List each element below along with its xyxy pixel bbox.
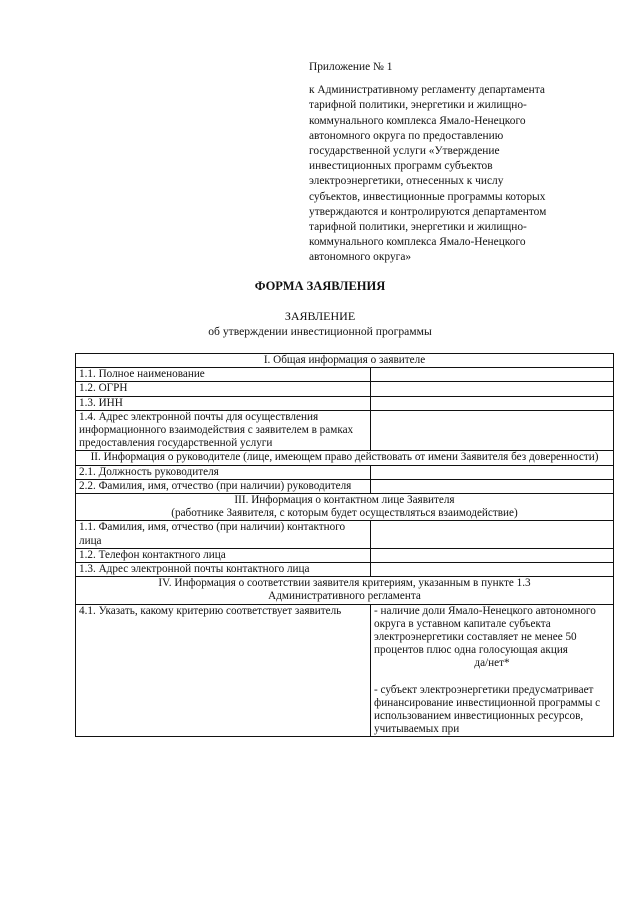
section-title [76,577,614,604]
inn-field[interactable] [371,396,614,410]
table-row [76,521,614,548]
field-label: 2.1. Должность руководителя [76,465,371,479]
document-heading: ЗАЯВЛЕНИЕ [284,309,356,323]
section-header-row [76,577,614,604]
appendix-line: коммунального комплекса Ямало-Ненецкого [309,114,526,127]
yes-no-answer[interactable]: да/нет* [474,657,510,670]
contact-phone-field[interactable] [371,548,614,562]
field-label: 2.2. Фамилия, имя, отчество (при наличии) руководителя [76,479,371,493]
field-label: 1.3. Адрес электронной почты контактного лица [76,563,371,577]
appendix-line: автономного округа» [309,251,412,264]
criteria-cell [371,604,614,737]
section-title-line: Административного регламента [268,590,421,603]
table-row [76,604,614,737]
field-label: 1.4. Адрес электронной почты для осуществления информационного взаимодействия с заявителем в рамках предоставления государственной услуги [76,410,371,451]
table-row [76,368,614,382]
section-title-line: IV. Информация о соответствии заявителя критериям, указанным в пункте 1.3 [158,577,531,590]
appendix-line: тарифной политики, энергетики и жилищно- [309,221,527,234]
full-name-field[interactable] [371,368,614,382]
section-title: I. Общая информация о заявителе [76,354,614,368]
head-position-field[interactable] [371,465,614,479]
email-field[interactable] [371,410,614,451]
appendix-line: государственной услуги «Утверждение [309,145,500,158]
table-row [76,382,614,396]
section-header-row [76,494,614,521]
field-label: 1.1. Полное наименование [76,368,371,382]
criterion-text: - наличие доли Ямало-Ненецкого автономного округа в уставном капитале субъекта электроэнергетики составляет не менее 50 процентов плюс одна голосующая акция [374,604,596,657]
section-title [76,494,614,521]
table-row [76,396,614,410]
appendix-line: утверждаются и контролируются департаментом [309,205,547,218]
section-title-line: III. Информация о контактном лице Заявителя [234,494,455,507]
table-row [76,563,614,577]
ogrn-field[interactable] [371,382,614,396]
table-row [76,410,614,451]
application-form-table [75,353,614,737]
appendix-line: субъектов, инвестиционные программы которых [309,190,546,203]
form-title: ФОРМА ЗАЯВЛЕНИЯ [254,279,386,293]
appendix-block [309,60,609,266]
table-row [76,479,614,493]
contact-email-field[interactable] [371,563,614,577]
appendix-title: Приложение № 1 [309,61,393,73]
appendix-line: автономного округа по предоставлению [309,129,504,142]
section-header-row [76,451,614,465]
field-label: 4.1. Указать, какому критерию соответствует заявитель [76,604,371,737]
contact-name-field[interactable] [371,521,614,548]
table-row [76,465,614,479]
appendix-line: инвестиционных программ субъектов [309,160,493,173]
document-subheading: об утверждении инвестиционной программы [208,325,432,338]
field-label: 1.2. ОГРН [76,382,371,396]
section-title: II. Информация о руководителе (лице, имеющем право действовать от имени Заявителя без доверенности) [76,451,614,465]
field-label: 1.2. Телефон контактного лица [76,548,371,562]
criterion-text: - субъект электроэнергетики предусматривает финансирование инвестиционной программы с использованием инвестиционных ресурсов, учитываемых при [374,683,601,736]
section-title-line: (работнике Заявителя, с которым будет осуществляться взаимодействие) [171,507,518,520]
appendix-line: коммунального комплекса Ямало-Ненецкого [309,236,526,249]
appendix-line: электроэнергетики, отнесенных к числу [309,175,504,188]
appendix-line: тарифной политики, энергетики и жилищно- [309,99,527,112]
field-label: 1.3. ИНН [76,396,371,410]
section-header-row [76,354,614,368]
field-label: 1.1. Фамилия, имя, отчество (при наличии) контактного лица [76,521,371,548]
appendix-line: к Административному регламенту департамента [309,84,545,97]
head-name-field[interactable] [371,479,614,493]
table-row [76,548,614,562]
